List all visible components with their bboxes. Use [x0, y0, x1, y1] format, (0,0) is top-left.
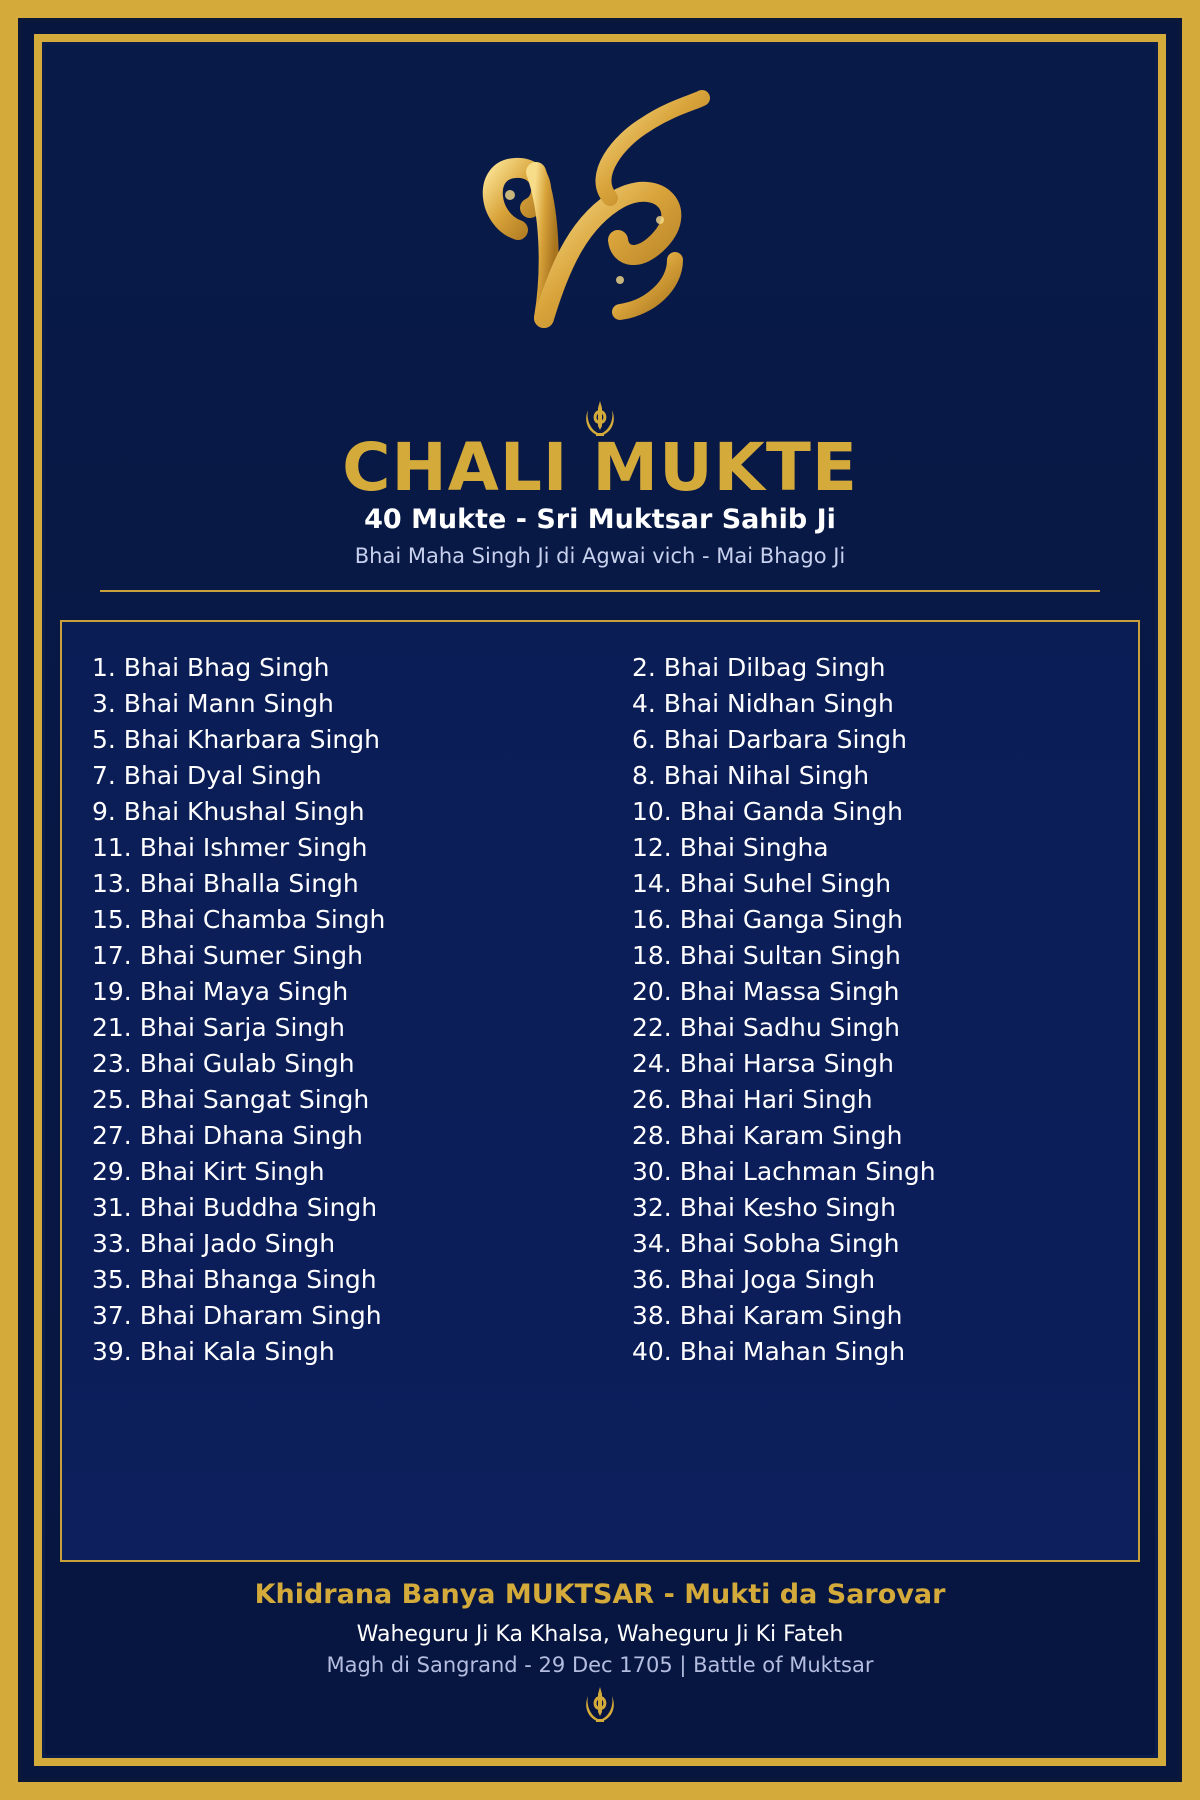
mukte-name-item: 37. Bhai Dharam Singh [92, 1301, 382, 1330]
footer-greeting: Waheguru Ji Ka Khalsa, Waheguru Ji Ki Fateh [356, 1622, 844, 1647]
mukte-name-item: 2. Bhai Dilbag Singh [632, 653, 886, 682]
mukte-name-item: 14. Bhai Suhel Singh [632, 869, 892, 898]
page-subtitle: 40 Mukte - Sri Muktsar Sahib Ji [364, 504, 836, 535]
mukte-name-item: 8. Bhai Nihal Singh [632, 761, 870, 790]
mukte-name-item: 19. Bhai Maya Singh [92, 977, 349, 1006]
page-title: CHALI MUKTE [342, 429, 858, 506]
footer-title: Khidrana Banya MUKTSAR - Mukti da Sarovar [254, 1579, 946, 1610]
mukte-name-item: 40. Bhai Mahan Singh [632, 1337, 906, 1366]
mukte-name-item: 35. Bhai Bhanga Singh [92, 1265, 377, 1294]
mukte-name-item: 10. Bhai Ganda Singh [632, 797, 903, 826]
mukte-name-item: 34. Bhai Sobha Singh [632, 1229, 900, 1258]
mukte-name-item: 6. Bhai Darbara Singh [632, 725, 907, 754]
mukte-name-item: 25. Bhai Sangat Singh [92, 1085, 370, 1114]
mukte-name-item: 23. Bhai Gulab Singh [92, 1049, 355, 1078]
mukte-name-item: 36. Bhai Joga Singh [632, 1265, 876, 1294]
mukte-name-item: 20. Bhai Massa Singh [632, 977, 900, 1006]
mukte-name-item: 18. Bhai Sultan Singh [632, 941, 901, 970]
mukte-name-item: 13. Bhai Bhalla Singh [92, 869, 359, 898]
mukte-name-item: 5. Bhai Kharbara Singh [92, 725, 380, 754]
mukte-name-item: 17. Bhai Sumer Singh [92, 941, 363, 970]
mukte-name-item: 15. Bhai Chamba Singh [92, 905, 386, 934]
header-divider [100, 590, 1100, 592]
mukte-name-item: 33. Bhai Jado Singh [92, 1229, 336, 1258]
mukte-name-item: 4. Bhai Nidhan Singh [632, 689, 894, 718]
mukte-name-item: 22. Bhai Sadhu Singh [632, 1013, 900, 1042]
page-tagline: Bhai Maha Singh Ji di Agwai vich - Mai Bhago Ji [354, 544, 846, 568]
mukte-name-item: 29. Bhai Kirt Singh [92, 1157, 325, 1186]
mukte-name-item: 9. Bhai Khushal Singh [92, 797, 365, 826]
mukte-name-item: 7. Bhai Dyal Singh [92, 761, 322, 790]
mukte-name-item: 24. Bhai Harsa Singh [632, 1049, 894, 1078]
mukte-name-item: 27. Bhai Dhana Singh [92, 1121, 363, 1150]
mukte-name-item: 28. Bhai Karam Singh [632, 1121, 903, 1150]
footer-date-line: Magh di Sangrand - 29 Dec 1705 | Battle of Muktsar [326, 1653, 874, 1677]
mukte-name-item: 1. Bhai Bhag Singh [92, 653, 330, 682]
mukte-name-item: 38. Bhai Karam Singh [632, 1301, 903, 1330]
mukte-name-item: 16. Bhai Ganga Singh [632, 905, 903, 934]
mukte-name-item: 30. Bhai Lachman Singh [632, 1157, 936, 1186]
mukte-name-item: 11. Bhai Ishmer Singh [92, 833, 368, 862]
mukte-name-item: 21. Bhai Sarja Singh [92, 1013, 345, 1042]
ik-onkar-emblem-icon [470, 80, 720, 340]
mukte-name-item: 32. Bhai Kesho Singh [632, 1193, 896, 1222]
khanda-icon [585, 1686, 615, 1724]
mukte-name-item: 3. Bhai Mann Singh [92, 689, 334, 718]
mukte-list-panel [60, 620, 1140, 1562]
mukte-name-item: 12. Bhai Singha [632, 833, 829, 862]
mukte-name-list [92, 650, 1152, 1370]
mukte-name-item: 31. Bhai Buddha Singh [92, 1193, 378, 1222]
mukte-name-item: 26. Bhai Hari Singh [632, 1085, 873, 1114]
mukte-name-item: 39. Bhai Kala Singh [92, 1337, 335, 1366]
